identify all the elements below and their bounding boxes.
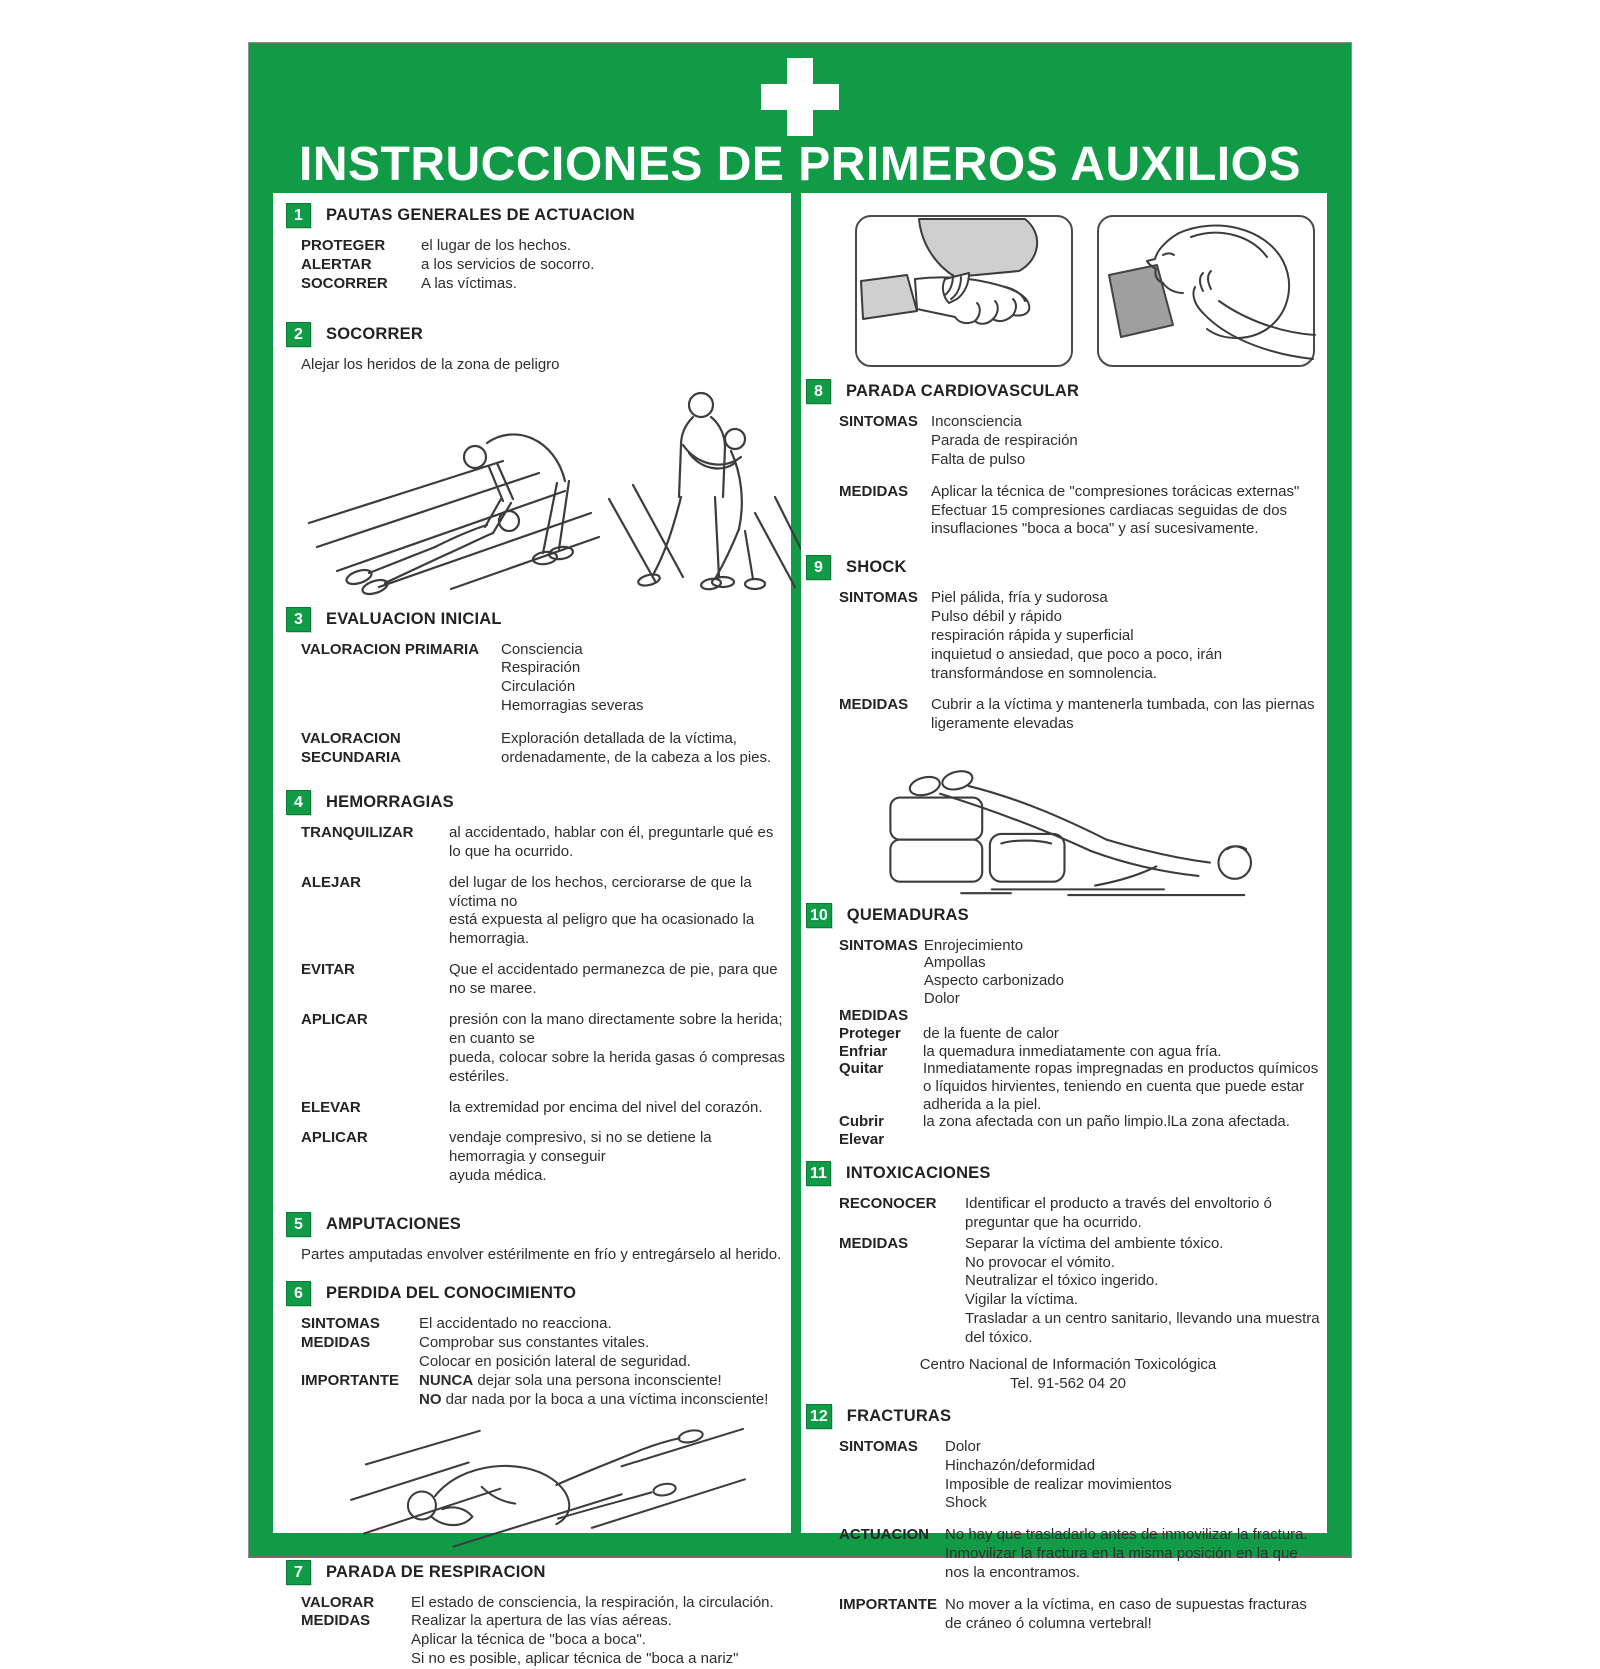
section-body (801, 1438, 1327, 1634)
definition-text: de la fuente de calor (923, 1025, 1327, 1043)
term-label: VALORACION PRIMARIA (301, 641, 501, 717)
pulse-check-wrist-figure (855, 215, 1073, 367)
section-number-badge: 4 (286, 790, 311, 815)
definition-row (839, 1113, 1327, 1131)
definition-row (301, 641, 791, 717)
definition-row (301, 237, 791, 256)
section-header (273, 1560, 791, 1585)
term-label: TRANQUILIZAR (301, 824, 449, 862)
definition-rows (301, 237, 791, 294)
term-label: VALORAR (301, 1594, 411, 1613)
legs-elevated-illustration (877, 742, 1327, 899)
section-body (273, 824, 791, 1186)
centered-note: Centro Nacional de Información Toxicológica Tel. 91-562 04 20 (839, 1356, 1327, 1394)
figures-row (839, 203, 1327, 367)
definition-text: Comprobar sus constantes vitales. Colocar en posición lateral de seguridad. (419, 1334, 791, 1372)
definition-row (301, 1315, 791, 1334)
section-parada-de-respiracion (273, 1560, 791, 1669)
section-title: EVALUACION INICIAL (326, 609, 502, 630)
term-label: VALORACION SECUNDARIA (301, 730, 501, 768)
definition-text: la zona afectada con un paño limpio.lLa zona afectada. (923, 1113, 1327, 1131)
definition-text: vendaje compresivo, si no se detiene la hemorragia y conseguir ayuda médica. (449, 1129, 791, 1186)
definition-text: Consciencia Respiración Circulación Hemorragias severas (501, 641, 791, 717)
definition-row (839, 696, 1327, 734)
term-label: SINTOMAS (839, 937, 924, 1008)
term-label: MEDIDAS (839, 1235, 965, 1348)
section-header (273, 203, 791, 228)
definition-rows (301, 1315, 791, 1409)
content-columns (273, 193, 1327, 1533)
definition-rows (839, 413, 1327, 539)
definition-row (301, 1099, 791, 1118)
section-evaluacion-inicial (273, 607, 791, 768)
first-aid-cross-icon (761, 58, 839, 136)
definition-text: No hay que trasladarlo antes de inmovilizar la fractura. Inmovilizar la fractura en la misma posición en la que nos la encontramos. (945, 1526, 1327, 1583)
first-aid-poster (248, 42, 1352, 1558)
section-body (273, 356, 791, 593)
term-label: Enfriar (839, 1043, 923, 1061)
definition-row (839, 1596, 1327, 1634)
definition-row (839, 413, 1327, 470)
airway-head-tilt-figure (1097, 215, 1315, 367)
term-label: ALERTAR (301, 256, 421, 275)
term-label: Cubrir (839, 1113, 923, 1131)
definition-text: Cubrir a la víctima y mantenerla tumbada, con las piernas ligeramente elevadas (931, 696, 1327, 734)
definition-rows (301, 641, 791, 768)
section-header (801, 555, 1327, 580)
term-label: RECONOCER (839, 1195, 965, 1233)
term-label: Quitar (839, 1060, 923, 1113)
section-hemorragias (273, 790, 791, 1186)
term-label: SINTOMAS (301, 1315, 419, 1334)
definition-text: El accidentado no reacciona. (419, 1315, 791, 1334)
term-label: MEDIDAS (839, 696, 931, 734)
definition-row (301, 1011, 791, 1087)
left-column (273, 193, 791, 1533)
definition-text: Inconsciencia Parada de respiración Falta de pulso (931, 413, 1327, 470)
section-socorrer (273, 322, 791, 593)
term-label: SINTOMAS (839, 413, 931, 470)
definition-rows (839, 1195, 1327, 1348)
section-body (801, 937, 1327, 1149)
definition-row (301, 1594, 791, 1613)
section-number-badge: 1 (286, 203, 311, 228)
term-label: EVITAR (301, 961, 449, 999)
definition-text: No mover a la víctima, en caso de supuestas fracturas de cráneo ó columna vertebral! (945, 1596, 1327, 1634)
paragraph: Alejar los heridos de la zona de peligro (301, 356, 791, 375)
section-body (801, 1195, 1327, 1394)
term-label: MEDIDAS (839, 483, 931, 540)
definition-row (839, 483, 1327, 540)
term-label: Proteger (839, 1025, 923, 1043)
definition-text (923, 1007, 1327, 1025)
section-number-badge: 6 (286, 1281, 311, 1306)
term-label: MEDIDAS (301, 1612, 411, 1669)
definition-text: Realizar la apertura de las vías aéreas. Aplicar la técnica de "boca a boca". Si no es posible, aplicar técnica de "boca a nariz" (411, 1612, 791, 1669)
definition-rows (301, 1594, 791, 1669)
term-label: IMPORTANTE (301, 1372, 419, 1410)
section-title: PARADA CARDIOVASCULAR (846, 381, 1079, 402)
definition-text: Inmediatamente ropas impregnadas en productos químicos o líquidos hirvientes, teniendo en cuenta que puede estar adherida a la piel. (923, 1060, 1327, 1113)
definition-text: Dolor Hinchazón/deformidad Imposible de realizar movimientos Shock (945, 1438, 1327, 1514)
definition-row (301, 874, 791, 950)
term-label: MEDIDAS (839, 1007, 923, 1025)
definition-row (839, 1526, 1327, 1583)
definition-row (301, 730, 791, 768)
definition-rows (839, 589, 1327, 733)
section-perdida-del-conocimiento (273, 1281, 791, 1553)
section-parada-cardiovascular (801, 379, 1327, 539)
section-title: SHOCK (846, 557, 907, 578)
figures-section (801, 203, 1327, 367)
definition-row (301, 1129, 791, 1186)
section-body (273, 1315, 791, 1553)
definition-row (301, 1372, 791, 1410)
section-number-badge: 2 (286, 322, 311, 347)
section-amputaciones (273, 1212, 791, 1265)
definition-row (839, 1195, 1327, 1233)
section-intoxicaciones (801, 1161, 1327, 1394)
definition-rows (839, 937, 1327, 1149)
definition-text: Que el accidentado permanezca de pie, para que no se maree. (449, 961, 791, 999)
right-column (801, 193, 1327, 1533)
term-label: MEDIDAS (301, 1334, 419, 1372)
section-header (273, 322, 791, 347)
definition-row (839, 1438, 1327, 1514)
section-number-badge: 12 (806, 1404, 832, 1429)
definition-row (839, 1131, 1327, 1149)
definition-row (839, 1060, 1327, 1113)
recovery-position-illustration (341, 1414, 791, 1554)
section-number-badge: 11 (806, 1161, 831, 1186)
definition-text: a los servicios de socorro. (421, 256, 791, 275)
definition-row (839, 1007, 1327, 1025)
section-fracturas (801, 1404, 1327, 1634)
poster-title: INSTRUCCIONES DE PRIMEROS AUXILIOS (249, 137, 1351, 192)
rescue-scene-illustration (303, 381, 791, 593)
section-title: FRACTURAS (847, 1406, 951, 1427)
definition-text: Aplicar la técnica de "compresiones torácicas externas" Efectuar 15 compresiones cardiacas seguidas de dos insuflaciones "boca a boca" y así sucesivamente. (931, 483, 1327, 540)
section-header (801, 1161, 1327, 1186)
section-pautas-generales-de-actuacion (273, 203, 791, 294)
section-title: SOCORRER (326, 324, 423, 345)
definition-row (301, 1334, 791, 1372)
section-body (801, 413, 1327, 539)
paragraph: Partes amputadas envolver estérilmente en frío y entregárselo al herido. (301, 1246, 791, 1265)
section-number-badge: 10 (806, 903, 832, 928)
section-body (273, 237, 791, 294)
section-body (273, 641, 791, 768)
definition-text: El estado de consciencia, la respiración, la circulación. (411, 1594, 791, 1613)
definition-text: Identificar el producto a través del envoltorio ó preguntar que ha ocurrido. (965, 1195, 1327, 1233)
definition-text: A las víctimas. (421, 275, 791, 294)
definition-text: al accidentado, hablar con él, preguntarle qué es lo que ha ocurrido. (449, 824, 791, 862)
definition-text: presión con la mano directamente sobre la herida; en cuanto se pueda, colocar sobre la herida gasas ó compresas estériles. (449, 1011, 791, 1087)
definition-row (301, 961, 791, 999)
section-quemaduras (801, 903, 1327, 1149)
term-label: Elevar (839, 1131, 923, 1149)
section-number-badge: 8 (806, 379, 831, 404)
section-header (801, 903, 1327, 928)
section-title: HEMORRAGIAS (326, 792, 454, 813)
definition-text: la quemadura inmediatamente con agua fría. (923, 1043, 1327, 1061)
section-header (801, 379, 1327, 404)
definition-text: el lugar de los hechos. (421, 237, 791, 256)
section-title: PAUTAS GENERALES DE ACTUACION (326, 205, 635, 226)
definition-text: NUNCA dejar sola una persona inconsciente! NO dar nada por la boca a una víctima inconsciente! (419, 1372, 791, 1410)
definition-text: Piel pálida, fría y sudorosa Pulso débil y rápido respiración rápida y superficial inquietud o ansiedad, que poco a poco, irán transformándose en somnolencia. (931, 589, 1327, 683)
section-title: PARADA DE RESPIRACION (326, 1562, 546, 1583)
section-number-badge: 9 (806, 555, 831, 580)
definition-text: Exploración detallada de la víctima, ordenadamente, de la cabeza a los pies. (501, 730, 791, 768)
section-body (273, 1246, 791, 1265)
definition-text (923, 1131, 1327, 1149)
section-header (273, 1281, 791, 1306)
section-header (273, 607, 791, 632)
section-number-badge: 3 (286, 607, 311, 632)
term-label: SOCORRER (301, 275, 421, 294)
definition-row (839, 589, 1327, 683)
section-title: QUEMADURAS (847, 905, 969, 926)
definition-rows (301, 824, 791, 1186)
poster-header (249, 43, 1351, 193)
section-header (273, 790, 791, 815)
definition-row (301, 824, 791, 862)
definition-row (301, 256, 791, 275)
term-label: SINTOMAS (839, 1438, 945, 1514)
term-label: SINTOMAS (839, 589, 931, 683)
definition-row (301, 275, 791, 294)
definition-text: la extremidad por encima del nivel del corazón. (449, 1099, 791, 1118)
definition-row (301, 1612, 791, 1669)
section-body (801, 203, 1327, 367)
definition-rows (839, 1438, 1327, 1634)
section-header (801, 1404, 1327, 1429)
section-title: AMPUTACIONES (326, 1214, 461, 1235)
section-body (273, 1594, 791, 1669)
definition-row (839, 1025, 1327, 1043)
definition-row (839, 937, 1327, 1008)
definition-text: Enrojecimiento Ampollas Aspecto carbonizado Dolor (924, 937, 1327, 1008)
section-body (801, 589, 1327, 898)
definition-row (839, 1235, 1327, 1348)
section-title: PERDIDA DEL CONOCIMIENTO (326, 1283, 576, 1304)
section-number-badge: 7 (286, 1560, 311, 1585)
term-label: APLICAR (301, 1011, 449, 1087)
section-header (273, 1212, 791, 1237)
term-label: IMPORTANTE (839, 1596, 945, 1634)
definition-row (839, 1043, 1327, 1061)
definition-text: del lugar de los hechos, cerciorarse de que la víctima no está expuesta al peligro que ha ocasionado la hemorragia. (449, 874, 791, 950)
section-shock (801, 555, 1327, 898)
term-label: APLICAR (301, 1129, 449, 1186)
cross-horizontal-bar (761, 84, 839, 110)
section-number-badge: 5 (286, 1212, 311, 1237)
term-label: PROTEGER (301, 237, 421, 256)
term-label: ALEJAR (301, 874, 449, 950)
definition-text: Separar la víctima del ambiente tóxico. No provocar el vómito. Neutralizar el tóxico ingerido. Vigilar la víctima. Trasladar a un centro sanitario, llevando una muestra del tóxico. (965, 1235, 1327, 1348)
section-title: INTOXICACIONES (846, 1163, 991, 1184)
term-label: ACTUACION (839, 1526, 945, 1583)
term-label: ELEVAR (301, 1099, 449, 1118)
